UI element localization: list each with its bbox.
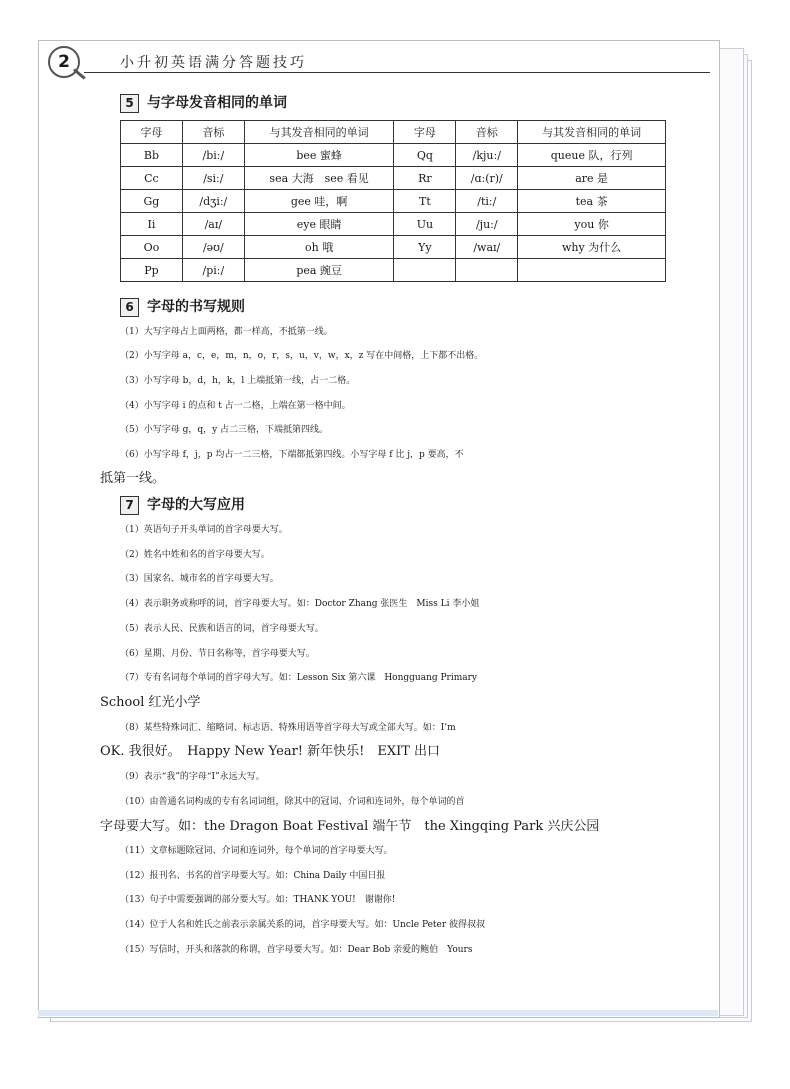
table-header: 与其发音相同的单词 (244, 121, 394, 144)
table-cell: Pp (121, 259, 183, 282)
section-5-number: 5 (120, 94, 139, 113)
table-cell: pea 豌豆 (244, 259, 394, 282)
table-cell: /aɪ/ (182, 213, 244, 236)
rule-7-4: （4）表示职务或称呼的词，首字母要大写。如：Doctor Zhang 张医生 Miss Li 李小姐 (120, 599, 480, 609)
rule-7-2: （2）姓名中姓和名的首字母要大写。 (120, 550, 270, 560)
table-cell: why 为什么 (518, 236, 666, 259)
table-cell: Yy (394, 236, 456, 259)
section-7-title: 字母的大写应用 (147, 497, 245, 513)
rule-7-7-continued: School 红光小学 (100, 695, 201, 710)
page-header (48, 44, 710, 80)
table-row (121, 144, 666, 167)
table-cell: /biː/ (182, 144, 244, 167)
table-cell: /kjuː/ (456, 144, 518, 167)
letter-sound-table (120, 120, 666, 282)
rule-6-2: （2）小写字母 a，c，e，m，n，o，r，s，u，v，w，x，z 写在中间格，上下都不出格。 (120, 351, 484, 361)
rule-7-7: （7）专有名词每个单词的首字母大写。如：Lesson Six 第六课 Hongguang Primary (120, 673, 478, 683)
page-number: 2 (48, 46, 80, 78)
table-cell (456, 259, 518, 282)
rule-6-5: （5）小写字母 g，q，y 占二三格，下端抵第四线。 (120, 425, 329, 435)
table-cell: oh 哦 (244, 236, 394, 259)
table-cell: Bb (121, 144, 183, 167)
rule-7-10-continued: 字母要大写。如：the Dragon Boat Festival 端午节 the Xingqing Park 兴庆公园 (100, 819, 600, 834)
table-header-row (121, 121, 666, 144)
table-row (121, 167, 666, 190)
rule-6-6: （6）小写字母 f，j，p 均占一二三格，下端都抵第四线。小写字母 f 比 j，p 要高，不 (120, 450, 464, 460)
section-7-number: 7 (120, 496, 139, 515)
table-cell: you 你 (518, 213, 666, 236)
table-cell: /waɪ/ (456, 236, 518, 259)
rule-7-8: （8）某些特殊词汇、缩略词、标志语、特殊用语等首字母大写或全部大写。如：I’m (120, 723, 456, 733)
table-header: 与其发音相同的单词 (518, 121, 666, 144)
table-cell: gee 哇，啊 (244, 190, 394, 213)
section-5-title: 与字母发音相同的单词 (147, 95, 287, 111)
table-cell: Ii (121, 213, 183, 236)
table-cell: /ɑː(r)/ (456, 167, 518, 190)
table-cell: are 是 (518, 167, 666, 190)
magnifier-icon (73, 68, 86, 79)
table-cell: bee 蜜蜂 (244, 144, 394, 167)
table-cell: Uu (394, 213, 456, 236)
table-cell: /dʒiː/ (182, 190, 244, 213)
table-cell: /siː/ (182, 167, 244, 190)
table-cell: Oo (121, 236, 183, 259)
table-cell: Rr (394, 167, 456, 190)
rule-6-6-continued: 抵第一线。 (100, 471, 166, 486)
header-rule (84, 72, 710, 73)
table-row (121, 259, 666, 282)
header-title: 小升初英语满分答题技巧 (120, 55, 307, 71)
rule-7-10: （10）由普通名词构成的专有名词词组，除其中的冠词、介词和连词外，每个单词的首 (120, 797, 465, 807)
rule-7-11: （11）文章标题除冠词、介词和连词外，每个单词的首字母要大写。 (120, 846, 393, 856)
table-header: 音标 (182, 121, 244, 144)
rule-6-1: （1）大写字母占上面两格，都一样高，不抵第一线。 (120, 327, 333, 337)
rule-7-1: （1）英语句子开头单词的首字母要大写。 (120, 525, 288, 535)
rule-7-14: （14）位于人名和姓氏之前表示亲属关系的词，首字母要大写。如：Uncle Peter 彼得叔叔 (120, 920, 486, 930)
rule-7-9: （9）表示“我”的字母“I”永远大写。 (120, 772, 265, 782)
rule-6-4: （4）小写字母 i 的点和 t 占一二格，上端在第一格中间。 (120, 401, 351, 411)
section-7-heading (120, 494, 245, 515)
table-cell: Tt (394, 190, 456, 213)
table-cell: Qq (394, 144, 456, 167)
rule-7-3: （3）国家名、城市名的首字母要大写。 (120, 574, 279, 584)
rule-7-8-continued: OK. 我很好。 Happy New Year! 新年快乐! EXIT 出口 (100, 744, 441, 759)
rule-7-12: （12）报刊名、书名的首字母要大写。如：China Daily 中国日报 (120, 871, 386, 881)
rule-7-15: （15）写信时，开头和落款的称谓，首字母要大写。如：Dear Bob 亲爱的鲍伯 Yours (120, 945, 473, 955)
table-row (121, 236, 666, 259)
table-cell: /juː/ (456, 213, 518, 236)
table-cell: sea 大海 see 看见 (244, 167, 394, 190)
section-6-number: 6 (120, 298, 139, 317)
section-5-heading (120, 92, 287, 113)
table-cell: queue 队，行列 (518, 144, 666, 167)
table-cell (518, 259, 666, 282)
page-bottom-edge (38, 1010, 718, 1016)
rule-6-3: （3）小写字母 b，d，h，k，l 上端抵第一线，占一二格。 (120, 376, 356, 386)
section-6-title: 字母的书写规则 (147, 299, 245, 315)
table-cell: Cc (121, 167, 183, 190)
table-cell: /tiː/ (456, 190, 518, 213)
rule-7-6: （6）星期、月份、节日名称等，首字母要大写。 (120, 649, 315, 659)
section-6-heading (120, 296, 245, 317)
table-header: 字母 (121, 121, 183, 144)
table-cell: Gg (121, 190, 183, 213)
rule-7-13: （13）句子中需要强调的部分要大写。如：THANK YOU! 谢谢你! (120, 895, 396, 905)
table-header: 字母 (394, 121, 456, 144)
rule-7-5: （5）表示人民、民族和语言的词，首字母要大写。 (120, 624, 324, 634)
table-cell: tea 茶 (518, 190, 666, 213)
table-row (121, 213, 666, 236)
table-cell: eye 眼睛 (244, 213, 394, 236)
table-cell: /əʊ/ (182, 236, 244, 259)
table-cell: /piː/ (182, 259, 244, 282)
table-cell (394, 259, 456, 282)
table-row (121, 190, 666, 213)
table-header: 音标 (456, 121, 518, 144)
